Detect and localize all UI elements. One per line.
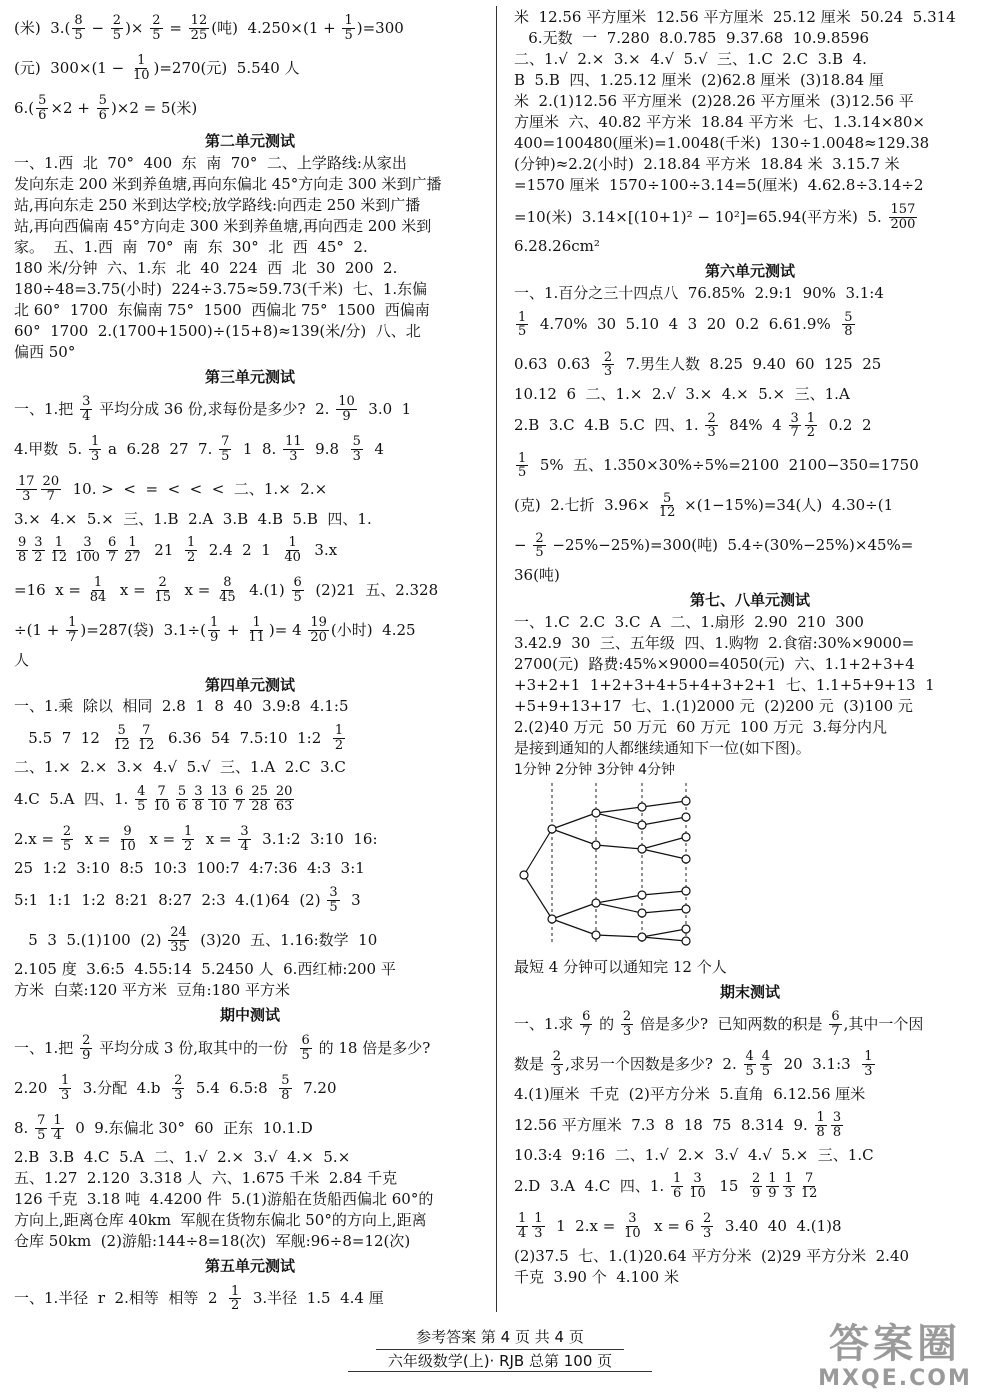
answer-line: 10.12 6 二、1.× 2.√ 3.× 4.× 5.× 三、1.A: [514, 384, 850, 403]
answer-line: 10.3:4 9:16 二、1.√ 2.× 3.√ 4.√ 5.× 三、1.C: [514, 1145, 874, 1164]
tree-node: [548, 825, 556, 833]
answer-line: +3+2+1 1+2+3+4+5+4+3+2+1 七、1.1+5+9+13 1: [514, 675, 935, 694]
tree-node: [682, 855, 690, 863]
tree-edge: [552, 903, 596, 919]
answer-line: 一、1.把 $\frac{3}{4}$ 平均分成 36 份,求每份是多少? 2. $\frac{10}{9}$ 3.0 1: [14, 394, 412, 424]
tree-node: [638, 821, 646, 829]
tree-edge: [596, 807, 642, 813]
notification-tree-figure: [514, 762, 986, 954]
tree-node: [682, 797, 690, 805]
answer-line: 一、1.西 北 70° 400 东 南 70° 二、上学路线:从家出: [14, 153, 407, 172]
tree-edge: [642, 849, 686, 859]
answer-line: 400=100480(厘米)=1.0048(千米) 130÷1.0048≈129.38: [514, 134, 930, 152]
answer-line: $\frac{17}{3}$ $\frac{20}{7}$ 10. > < = < < < 二、1.× 2.×: [18, 474, 328, 504]
answer-line: 2700(元) 路费:45%×9000=4050(元) 六、1.1+2+3+4: [514, 654, 915, 673]
answer-line: $\frac{1}{5}$ 5% 五、1.350×30%÷5%=2100 2100−350=1750: [518, 450, 919, 481]
section-heading: 第五单元测试: [204, 1257, 295, 1275]
tree-edge: [642, 937, 686, 941]
answer-line: (米) 3.( $\frac{8}{5}$ − $\frac{2}{5}$ )× $\frac{2}{5}$ = $\frac{12}{25}$ (吨) 4.250×(1 + $\frac{1}{5}$ )=300: [14, 12, 404, 43]
answer-column-left: [14, 8, 486, 1318]
answer-column-right: [514, 8, 986, 1318]
answer-line: =1570 厘米 1570÷100÷3.14=5(厘米) 4.62.8÷3.14÷2: [514, 176, 924, 194]
answer-line: 方向上,距离仓库 40km 军舰在货物东偏北 50°的方向上,距离: [14, 1211, 427, 1229]
tree-edge: [596, 813, 642, 825]
answer-line: $\frac{1}{5}$ 4.70% 30 5.10 4 3 20 0.2 6.61.9% $\frac{5}{8}$: [518, 309, 853, 340]
tree-edge: [642, 929, 686, 937]
answer-line: 6.28.26cm²: [514, 237, 600, 255]
answer-line: 2.105 度 3.6:5 4.55:14 5.2450 人 6.西红柿:200 平: [14, 960, 396, 979]
watermark-url: MXQE.COM: [818, 1366, 972, 1391]
tree-node: [682, 905, 690, 913]
answer-line: (克) 2.七折 3.96× $\frac{5}{12}$ ×(1−15%)=34(人) 4.30÷(1: [514, 490, 894, 521]
answer-line: 站,再向东走 250 米到达学校;放学路线:向西走 250 米到广播: [14, 195, 421, 214]
answer-line: 2.20 $\frac{1}{3}$ 3.分配 4.b $\frac{2}{3}$ 5.4 6.5:8 $\frac{5}{8}$ 7.20: [14, 1072, 337, 1103]
section-heading: 第四单元测试: [204, 675, 295, 694]
answer-line: 25 1:2 3:10 8:5 10:3 100:7 4:7:36 4:3 3:1: [14, 859, 365, 878]
answer-line: $\frac{1}{4}$ $\frac{1}{3}$ 1 2.x = $\frac{3}{10}$ x = 6 $\frac{2}{3}$ 3.40 40 4.(1)8: [518, 1211, 842, 1241]
notification-tree-diagram: [514, 779, 704, 949]
tree-node: [682, 937, 690, 945]
answer-line: 6.( $\frac{5}{6}$ ×2 + $\frac{5}{6}$ )×2 = 5(米): [14, 92, 198, 123]
answer-line: 北 60° 1700 东偏南 75° 1500 西偏北 75° 1500 西偏南: [14, 300, 430, 319]
figure-time-labels: 1分钟 2分钟 3分钟 4分钟: [514, 761, 675, 778]
tree-node: [638, 933, 646, 941]
answer-line: =16 x = $\frac{1}{84}$ x = $\frac{2}{15}$ x = $\frac{8}{45}$ 4.(1) $\frac{6}{5}$ (2)21 五、2.328: [14, 575, 439, 605]
tree-edge: [596, 845, 642, 849]
answer-line: +5+9+13+17 七、1.(1)2000 元 (2)200 元 (3)100 元: [514, 696, 913, 715]
tree-edge: [552, 829, 596, 845]
column-divider: [496, 6, 497, 1312]
answer-line: =10(米) 3.14×[(10+1)² − 10²]=65.94(平方米) 5. $\frac{157}{200}$: [514, 201, 916, 232]
tree-node: [682, 813, 690, 821]
answer-line: 是接到通知的人都继续通知下一位(如下图)。: [514, 738, 811, 757]
answer-line: 偏西 50°: [14, 342, 76, 361]
tree-edge: [524, 829, 552, 875]
answer-line: 一、1.半径 r 2.相等 相等 2 $\frac{1}{2}$ 3.半径 1.5 4.4 厘: [14, 1283, 384, 1314]
tree-node: [638, 909, 646, 917]
answer-line: 3.42.9 30 三、五年级 四、1.购物 2.食宿:30%×9000=: [514, 633, 915, 652]
tree-node: [592, 899, 600, 907]
answer-line: 家。 五、1.西 南 70° 南 东 30° 北 西 45° 2.: [14, 237, 368, 256]
section-heading: 期末测试: [719, 982, 780, 1001]
answer-line: 2.(2)40 万元 50 万元 60 万元 100 万元 3.每分内凡: [514, 717, 887, 736]
section-heading: 第二单元测试: [204, 132, 295, 150]
answer-line: 人: [14, 650, 30, 669]
tree-edge: [524, 875, 552, 919]
answer-line: 一、1.乘 除以 相同 2.8 1 8 40 3.9:8 4.1:5: [14, 697, 349, 716]
answer-line: 5.5 7 12 $\frac{5}{12}$ $\frac{7}{12}$ 6.36 54 7.5:10 1:2 $\frac{1}{2}$: [14, 723, 344, 753]
answer-line: 4.甲数 5. $\frac{1}{3}$ a 6.28 27 7. $\frac{7}{5}$ 1 8. $\frac{11}{3}$ 9.8 $\frac{5}{3}$ 4: [14, 434, 384, 464]
tree-node: [682, 887, 690, 895]
answer-line: 126 千克 3.18 吨 4.4200 件 5.(1)游船在货船西偏北 60°的: [14, 1190, 434, 1208]
answer-line: B 5.B 四、1.25.12 厘米 (2)62.8 厘米 (3)18.84 厘: [514, 71, 884, 89]
tree-node: [520, 871, 528, 879]
tree-node: [592, 841, 600, 849]
tree-edge: [596, 903, 642, 913]
answer-line: − $\frac{2}{5}$ −25%−25%)=300(吨) 5.4÷(30%−25%)×45%=: [514, 530, 914, 561]
answer-line: 2.D 3.A 4.C 四、1. $\frac{1}{6}$ $\frac{3}{10}$ 15 $\frac{2}{9}$ $\frac{1}{9}$ $\frac{1}{3}$ $\frac{7}{12}$: [514, 1171, 818, 1201]
answer-line: 发向东走 200 米到养鱼塘,再向东偏北 45°方向走 300 米到广播: [14, 174, 442, 193]
answer-line: 5:1 1:1 1:2 8:21 8:27 2:3 4.(1)64 (2) $\frac{3}{5}$ 3: [14, 885, 361, 915]
tree-node: [592, 931, 600, 939]
answer-line: 一、1.把 $\frac{2}{9}$ 平均分成 3 份,取其中的一份 $\frac{6}{5}$ 的 18 倍是多少?: [14, 1032, 431, 1063]
tree-edge: [642, 801, 686, 807]
answer-line: $\frac{9}{8}$ $\frac{3}{2}$ $\frac{1}{12}$ $\frac{3}{100}$ $\frac{6}{7}$ $\frac{1}{27}$ 21 $\frac{1}{2}$ 2.4 2 1 $\frac{1}{40}$ 3.x: [18, 535, 338, 565]
footer-book-info: 六年级数学(上)· RJB 总第 100 页: [348, 1350, 652, 1372]
answer-line: 米 12.56 平方厘米 12.56 平方厘米 25.12 厘米 50.24 5.314: [514, 8, 956, 26]
tree-node: [548, 915, 556, 923]
section-heading: 第七、八单元测试: [689, 590, 810, 609]
answer-line: 二、1.× 2.× 3.× 4.√ 5.√ 三、1.A 2.C 3.C: [14, 758, 346, 777]
tree-edge: [642, 837, 686, 849]
answer-line: 一、1.求 $\frac{6}{7}$ 的 $\frac{2}{3}$ 倍是多少? 已知两数的积是 $\frac{6}{7}$ ,其中一个因: [514, 1009, 924, 1039]
tree-edge: [552, 919, 596, 935]
answer-line: 2.B 3.C 4.B 5.C 四、1. $\frac{2}{3}$ 84% 4 $\frac{3}{7}$ $\frac{1}{2}$ 0.2 2: [514, 410, 872, 441]
watermark-logo: [800, 1322, 990, 1394]
watermark-brand: 答案圈: [829, 1321, 961, 1367]
answer-line: 方厘米 六、40.82 平方米 18.84 平方米 七、1.3.14×80×: [514, 113, 925, 131]
answer-line: 一、1.C 2.C 3.C A 二、1.扇形 2.90 210 300: [514, 612, 864, 631]
tree-edge: [642, 909, 686, 913]
answer-line: 米 2.(1)12.56 平方厘米 (2)28.26 平方厘米 (3)12.56 平: [514, 92, 914, 110]
tree-node: [638, 891, 646, 899]
answer-line: 8. $\frac{7}{5}$ $\frac{1}{4}$ 0 9.东偏北 30° 60 正东 10.1.D: [14, 1112, 313, 1143]
answer-line: 二、1.√ 2.× 3.× 4.√ 5.√ 三、1.C 2.C 3.B 4.: [514, 50, 867, 68]
answer-line: 2.x = $\frac{2}{5}$ x = $\frac{9}{10}$ x = $\frac{1}{2}$ x = $\frac{3}{4}$ 3.1:2 3:10 16:: [14, 824, 378, 854]
answer-line: 五、1.27 2.120 3.318 人 六、1.675 千米 2.84 千克: [14, 1169, 398, 1187]
answer-line: 180 米/分钟 六、1.东 北 40 224 西 北 30 200 2.: [14, 258, 398, 277]
answer-line: 60° 1700 2.(1700+1500)÷(15+8)≈139(米/分) 八、北: [14, 321, 421, 340]
tree-edge: [552, 813, 596, 829]
tree-edge: [642, 891, 686, 895]
answer-line: 方米 白菜:120 平方米 豆角:180 平方米: [14, 981, 290, 1000]
answer-line: ÷(1 + $\frac{1}{7}$ )=287(袋) 3.1÷( $\frac{1}{9}$ + $\frac{1}{11}$ )= 4 $\frac{19}{20}$ (小时) 4.25: [14, 615, 416, 645]
answer-line: 3.× 4.× 5.× 三、1.B 2.A 3.B 4.B 5.B 四、1.: [14, 509, 372, 528]
section-heading: 第三单元测试: [204, 367, 295, 386]
answer-line: 千克 3.90 个 4.100 米: [514, 1267, 679, 1286]
section-heading: 期中测试: [219, 1006, 280, 1025]
answer-line: 5 3 5.(1)100 (2) $\frac{24}{35}$ (3)20 五、1.16:数学 10: [14, 925, 378, 955]
answer-line: (2)37.5 七、1.(1)20.64 平方分米 (2)29 平方分米 2.40: [514, 1246, 910, 1265]
answer-line: 2.B 3.B 4.C 5.A 二、1.√ 2.× 3.√ 4.× 5.×: [14, 1148, 351, 1166]
answer-line: 4.(1)厘米 千克 (2)平方分米 5.直角 6.12.56 厘米: [514, 1084, 866, 1103]
answer-line: (元) 300×(1 − $\frac{1}{10}$ )=270(元) 5.540 人: [14, 52, 300, 83]
answer-line: 6.无数 一 7.280 8.0.785 9.37.68 10.9.8596: [514, 29, 870, 47]
answer-line: 数是 $\frac{2}{3}$ ,求另一个因数是多少? 2. $\frac{4}{5}$ $\frac{4}{5}$ 20 3.1:3 $\frac{1}{3}$: [514, 1049, 873, 1079]
tree-node: [638, 845, 646, 853]
answer-line: (分钟)≈2.2(小时) 2.18.84 平方米 18.84 米 3.15.7 米: [514, 155, 900, 173]
tree-node: [638, 803, 646, 811]
section-heading: 第六单元测试: [704, 262, 795, 280]
answer-line: 仓库 50km (2)游船:144÷8=18(次) 军舰:96÷8=12(次): [14, 1232, 411, 1250]
tree-node: [682, 925, 690, 933]
tree-node: [682, 833, 690, 841]
footer-page-info: 参考答案 第 4 页 共 4 页: [376, 1328, 624, 1350]
tree-node: [592, 809, 600, 817]
answer-line: 36(吨): [514, 565, 560, 584]
answer-line: 站,再向西偏南 45°方向走 300 米到养鱼塘,再向西走 200 米到: [14, 216, 432, 235]
answer-line: 一、1.百分之三十四点八 76.85% 2.9:1 90% 3.1:4: [514, 283, 884, 302]
answer-line: 180÷48=3.75(小时) 224÷3.75≈59.73(千米) 七、1.东偏: [14, 279, 428, 298]
tree-edge: [642, 817, 686, 825]
answer-line: 4.C 5.A 四、1. $\frac{4}{5}$ $\frac{7}{10}$ $\frac{5}{6}$ $\frac{3}{8}$ $\frac{13}{10}$ $\frac{6}{7}$ $\frac{25}{28}$ $\frac{20}{63}$: [14, 784, 293, 814]
answer-line: 最短 4 分钟可以通知完 12 个人: [514, 957, 727, 976]
tree-edge: [596, 935, 642, 937]
tree-edge: [596, 895, 642, 903]
answer-line: 12.56 平方厘米 7.3 8 18 75 8.314 9. $\frac{1}{8}$ $\frac{3}{8}$: [514, 1110, 842, 1140]
answer-line: 0.63 0.63̇ $\frac{2}{3}$ 7.男生人数 8.25 9.40 60 125 25: [514, 349, 882, 380]
